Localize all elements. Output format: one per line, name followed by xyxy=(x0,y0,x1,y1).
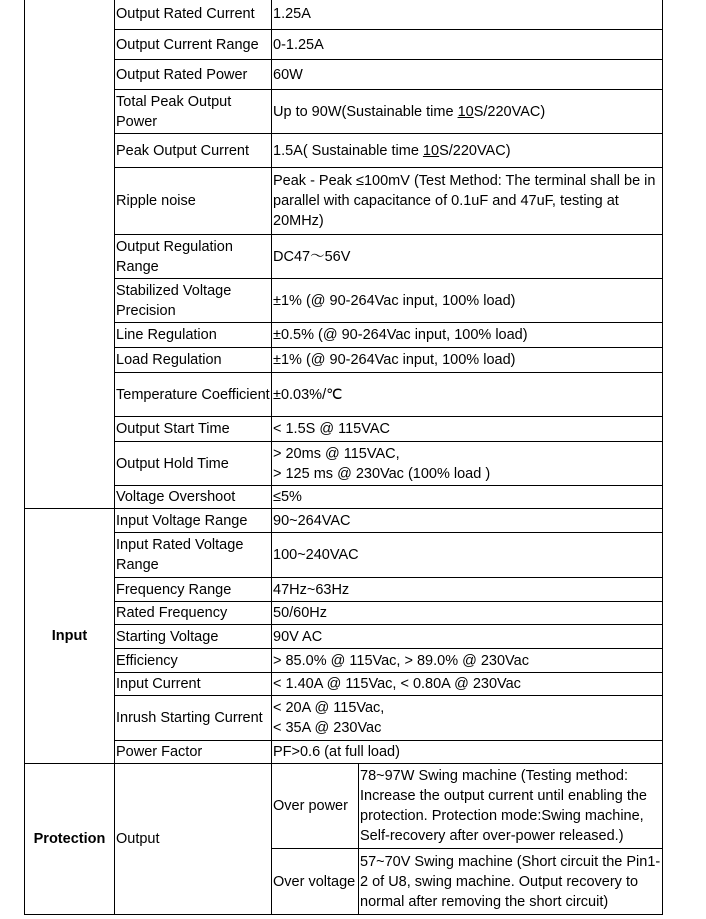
spec-value: ±1% (@ 90-264Vac input, 100% load) xyxy=(272,279,663,323)
spec-row xyxy=(25,134,663,168)
spec-value xyxy=(272,696,663,741)
spec-row xyxy=(25,323,663,348)
spec-label: Output Rated Current xyxy=(115,0,272,30)
spec-row xyxy=(25,30,663,60)
spec-value xyxy=(272,90,663,134)
spec-label: Inrush Starting Current xyxy=(115,696,272,741)
spec-row xyxy=(25,0,663,30)
spec-value: 90V AC xyxy=(272,625,663,649)
spec-value: 50/60Hz xyxy=(272,602,663,625)
spec-row xyxy=(25,486,663,509)
value-text: 1.5A( Sustainable time xyxy=(273,142,423,159)
spec-label: Output Current Range xyxy=(115,30,272,60)
spec-value: 100~240VAC xyxy=(272,533,663,578)
spec-sub-label: Over power xyxy=(272,764,359,849)
spec-row xyxy=(25,442,663,486)
spec-label: Output Regulation Range xyxy=(115,235,272,279)
spec-row xyxy=(25,168,663,235)
spec-label: Voltage Overshoot xyxy=(115,486,272,509)
spec-label: Output Start Time xyxy=(115,417,272,442)
value-line: < 20A @ 115Vac, xyxy=(273,700,385,716)
spec-row xyxy=(25,235,663,279)
spec-label: Line Regulation xyxy=(115,323,272,348)
spec-value: ±0.5% (@ 90-264Vac input, 100% load) xyxy=(272,323,663,348)
spec-label: Total Peak Output Power xyxy=(115,90,272,134)
spec-value xyxy=(272,442,663,486)
value-line: < 35A @ 230Vac xyxy=(273,720,382,736)
spec-label: Power Factor xyxy=(115,741,272,764)
spec-label: Input Rated Voltage Range xyxy=(115,533,272,578)
input-section-title: Input xyxy=(25,509,115,764)
spec-label: Temperature Coefficient xyxy=(115,373,272,417)
spec-label: Ripple noise xyxy=(115,168,272,235)
spec-value: Peak - Peak ≤100mV (Test Method: The terminal shall be in parallel with capacitance of 0.1uF and 47uF, testing at 20MHz) xyxy=(272,168,663,235)
protection-section-title: Protection xyxy=(25,764,115,915)
spec-sub-label: Over voltage xyxy=(272,849,359,915)
spec-row xyxy=(25,417,663,442)
value-line: > 125 ms @ 230Vac (100% load ) xyxy=(273,465,491,482)
spec-value: 57~70V Swing machine (Short circuit the Pin1-2 of U8, swing machine. Output recovery to normal after removing the short circuit) xyxy=(359,849,663,915)
spec-row xyxy=(25,509,663,533)
spec-value: 0-1.25A xyxy=(272,30,663,60)
spec-label: Output Hold Time xyxy=(115,442,272,486)
spec-value xyxy=(272,134,663,168)
spec-value: PF>0.6 (at full load) xyxy=(272,741,663,764)
spec-label: Efficiency xyxy=(115,649,272,673)
spec-label: Load Regulation xyxy=(115,348,272,373)
spec-value: 90~264VAC xyxy=(272,509,663,533)
spec-label: Input Current xyxy=(115,673,272,696)
spec-row xyxy=(25,578,663,602)
spec-row xyxy=(25,649,663,673)
spec-value: < 1.5S @ 115VAC xyxy=(272,417,663,442)
spec-label: Rated Frequency xyxy=(115,602,272,625)
spec-row xyxy=(25,764,663,849)
spec-value: 47Hz~63Hz xyxy=(272,578,663,602)
spec-value: > 85.0% @ 115Vac, > 89.0% @ 230Vac xyxy=(272,649,663,673)
value-underlined-text: 10 xyxy=(422,142,440,159)
output-section-cell xyxy=(25,0,115,509)
value-underlined-text: 10 xyxy=(457,103,474,120)
spec-row xyxy=(25,90,663,134)
spec-row xyxy=(25,625,663,649)
spec-table xyxy=(24,0,663,915)
spec-label: Peak Output Current xyxy=(115,134,272,168)
protection-group-label: Output xyxy=(115,764,272,915)
value-text: Up to 90W(Sustainable time xyxy=(273,103,458,120)
spec-label: Output Rated Power xyxy=(115,60,272,90)
spec-value: DC47～56V xyxy=(272,235,663,279)
spec-row xyxy=(25,60,663,90)
spec-row xyxy=(25,348,663,373)
value-line: > 20ms @ 115VAC, xyxy=(273,445,400,462)
value-text: S/220VAC) xyxy=(473,103,546,120)
spec-row xyxy=(25,741,663,764)
value-text: S/220VAC) xyxy=(439,142,511,159)
spec-value: 78~97W Swing machine (Testing method: Increase the output current until enabling the protection. Protection mode:Swing machine, Self-recovery after over-power released.) xyxy=(359,764,663,849)
spec-row xyxy=(25,696,663,741)
spec-label: Starting Voltage xyxy=(115,625,272,649)
spec-value: ±0.03%/℃ xyxy=(272,373,663,417)
spec-value: < 1.40A @ 115Vac, < 0.80A @ 230Vac xyxy=(272,673,663,696)
spec-row xyxy=(25,279,663,323)
spec-value: 60W xyxy=(272,60,663,90)
spec-row xyxy=(25,602,663,625)
spec-row xyxy=(25,673,663,696)
spec-value: 1.25A xyxy=(272,0,663,30)
spec-row xyxy=(25,373,663,417)
spec-label: Input Voltage Range xyxy=(115,509,272,533)
spec-row xyxy=(25,533,663,578)
spec-label: Stabilized Voltage Precision xyxy=(115,279,272,323)
spec-label: Frequency Range xyxy=(115,578,272,602)
spec-value: ±1% (@ 90-264Vac input, 100% load) xyxy=(272,348,663,373)
spec-value: ≤5% xyxy=(272,486,663,509)
